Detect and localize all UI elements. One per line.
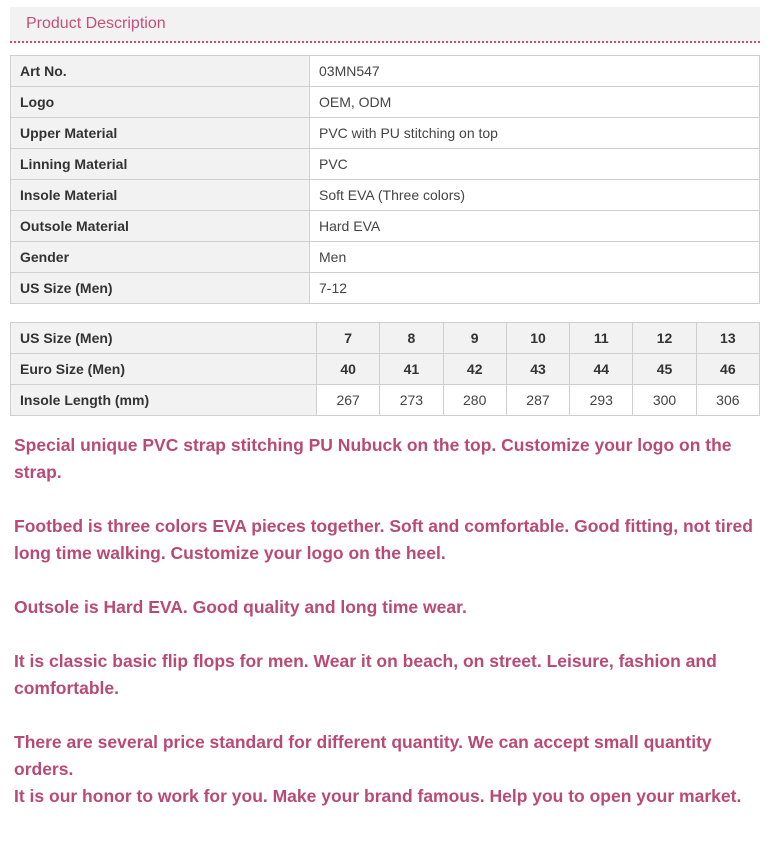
size-cell: 293 bbox=[570, 385, 633, 416]
spec-table bbox=[10, 55, 760, 304]
size-cell: 267 bbox=[317, 385, 380, 416]
size-cell: 44 bbox=[570, 354, 633, 385]
description-paragraph: It is our honor to work for you. Make your brand famous. Help you to open your market. bbox=[14, 786, 742, 806]
size-cell: 11 bbox=[570, 323, 633, 354]
section-header bbox=[10, 7, 760, 43]
size-cell: 9 bbox=[443, 323, 506, 354]
table-row bbox=[11, 242, 760, 273]
size-cell: 43 bbox=[506, 354, 569, 385]
size-cell: 41 bbox=[380, 354, 443, 385]
size-cell: 273 bbox=[380, 385, 443, 416]
size-cell: 46 bbox=[696, 354, 759, 385]
spec-label: Logo bbox=[11, 87, 310, 118]
spec-label: US Size (Men) bbox=[11, 273, 310, 304]
size-cell: 12 bbox=[633, 323, 696, 354]
description-paragraph: Footbed is three colors EVA pieces together. Soft and comfortable. Good fitting, not tired long time walking. Customize your logo on the heel. bbox=[14, 516, 753, 563]
size-cell: 42 bbox=[443, 354, 506, 385]
size-table bbox=[10, 322, 760, 416]
table-row bbox=[11, 273, 760, 304]
size-cell: 306 bbox=[696, 385, 759, 416]
table-row bbox=[11, 354, 760, 385]
size-cell: 10 bbox=[506, 323, 569, 354]
description-paragraph: There are several price standard for different quantity. We can accept small quantity orders. bbox=[14, 732, 712, 779]
spec-label: Upper Material bbox=[11, 118, 310, 149]
description-paragraph: It is classic basic flip flops for men. Wear it on beach, on street. Leisure, fashion and comfortable. bbox=[14, 651, 717, 698]
spec-label: Gender bbox=[11, 242, 310, 273]
description-paragraph: Outsole is Hard EVA. Good quality and long time wear. bbox=[14, 597, 467, 617]
size-row-label: Euro Size (Men) bbox=[11, 354, 317, 385]
size-cell: 8 bbox=[380, 323, 443, 354]
spec-value: 03MN547 bbox=[310, 56, 760, 87]
spec-value: 7-12 bbox=[310, 273, 760, 304]
size-cell: 13 bbox=[696, 323, 759, 354]
spec-label: Insole Material bbox=[11, 180, 310, 211]
size-cell: 45 bbox=[633, 354, 696, 385]
spec-label: Art No. bbox=[11, 56, 310, 87]
table-row bbox=[11, 385, 760, 416]
table-row bbox=[11, 56, 760, 87]
size-cell: 40 bbox=[317, 354, 380, 385]
table-row bbox=[11, 211, 760, 242]
section-title: Product Description bbox=[26, 15, 166, 32]
table-row bbox=[11, 323, 760, 354]
size-row-label: Insole Length (mm) bbox=[11, 385, 317, 416]
table-row bbox=[11, 149, 760, 180]
size-row-label: US Size (Men) bbox=[11, 323, 317, 354]
spec-value: Soft EVA (Three colors) bbox=[310, 180, 760, 211]
spec-value: OEM, ODM bbox=[310, 87, 760, 118]
size-cell: 7 bbox=[317, 323, 380, 354]
size-cell: 287 bbox=[506, 385, 569, 416]
spec-label: Linning Material bbox=[11, 149, 310, 180]
spec-value: PVC bbox=[310, 149, 760, 180]
spec-value: Hard EVA bbox=[310, 211, 760, 242]
size-cell: 280 bbox=[443, 385, 506, 416]
size-cell: 300 bbox=[633, 385, 696, 416]
description-paragraph: Special unique PVC strap stitching PU Nubuck on the top. Customize your logo on the strap. bbox=[14, 435, 732, 482]
table-row bbox=[11, 118, 760, 149]
spec-value: PVC with PU stitching on top bbox=[310, 118, 760, 149]
spec-label: Outsole Material bbox=[11, 211, 310, 242]
spec-value: Men bbox=[310, 242, 760, 273]
table-row bbox=[11, 180, 760, 211]
table-row bbox=[11, 87, 760, 118]
